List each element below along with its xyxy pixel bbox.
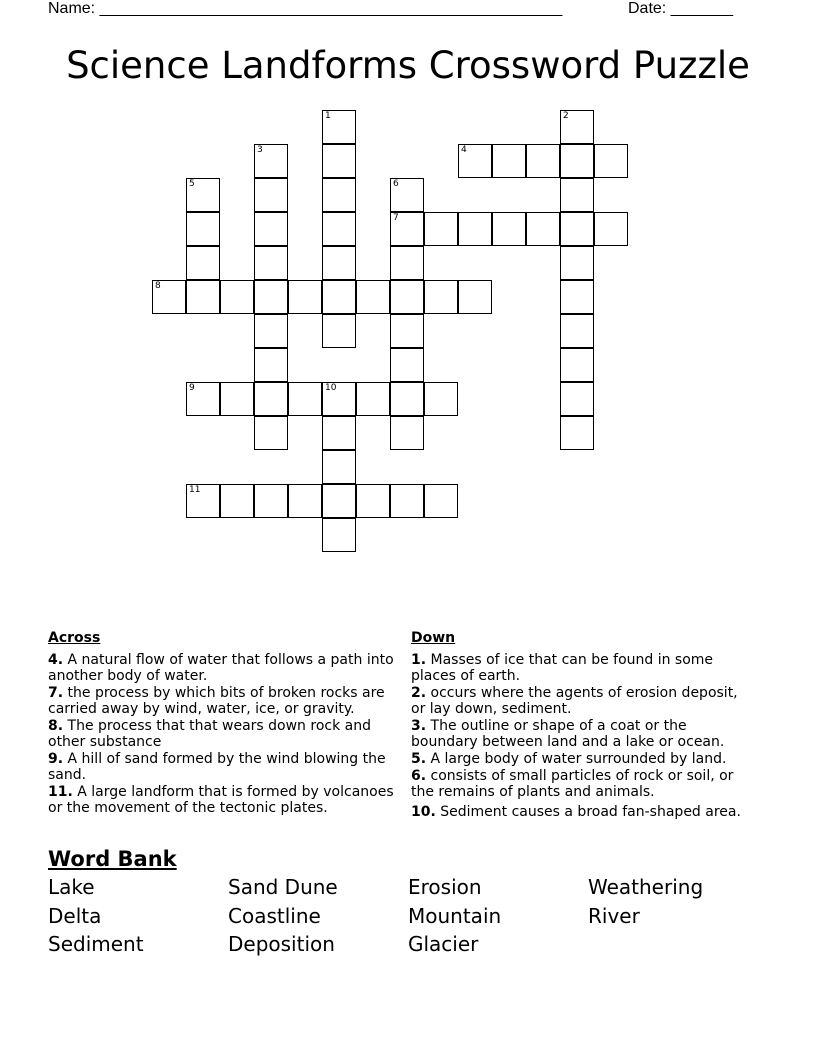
word-bank-item: Coastline xyxy=(228,903,321,928)
crossword-cell[interactable] xyxy=(560,110,594,144)
crossword-cell[interactable] xyxy=(390,246,424,280)
crossword-cell[interactable] xyxy=(424,212,458,246)
crossword-cell[interactable] xyxy=(322,484,356,518)
crossword-cell[interactable] xyxy=(322,144,356,178)
crossword-cell[interactable] xyxy=(458,212,492,246)
clue-number: 2 xyxy=(563,111,569,121)
clue-down-1: 1. Masses of ice that can be found in some places of earth. xyxy=(411,652,714,684)
crossword-cell[interactable] xyxy=(322,382,356,416)
word-bank-item: Deposition xyxy=(228,932,335,956)
crossword-cell[interactable] xyxy=(322,212,356,246)
down-heading: Down xyxy=(411,630,456,646)
crossword-cell[interactable] xyxy=(254,212,288,246)
crossword-cell[interactable] xyxy=(458,144,492,178)
crossword-cell[interactable] xyxy=(560,348,594,382)
crossword-cell[interactable] xyxy=(560,314,594,348)
crossword-cell[interactable] xyxy=(322,450,356,484)
crossword-cell[interactable] xyxy=(152,280,186,314)
clue-number: 1 xyxy=(325,111,331,121)
crossword-cell[interactable] xyxy=(356,382,390,416)
clue-number: 11 xyxy=(189,485,201,495)
crossword-cell[interactable] xyxy=(322,246,356,280)
crossword-cell[interactable] xyxy=(322,110,356,144)
crossword-cell[interactable] xyxy=(560,382,594,416)
crossword-cell[interactable] xyxy=(254,178,288,212)
clue-down-10: 10. Sediment causes a broad fan-shaped area. xyxy=(411,804,741,820)
crossword-cell[interactable] xyxy=(526,144,560,178)
name-line: Name: ____________________________________________________ xyxy=(48,0,563,17)
crossword-cell[interactable] xyxy=(288,484,322,518)
word-bank-item: Delta xyxy=(48,903,102,928)
crossword-cell[interactable] xyxy=(288,280,322,314)
crossword-cell[interactable] xyxy=(186,484,220,518)
crossword-cell[interactable] xyxy=(254,382,288,416)
crossword-cell[interactable] xyxy=(560,144,594,178)
word-bank-item: Mountain xyxy=(408,903,502,928)
clue-across-9: 9. A hill of sand formed by the wind blowing the sand. xyxy=(48,751,386,783)
crossword-cell[interactable] xyxy=(560,178,594,212)
clue-number: 9 xyxy=(189,383,195,393)
clue-number: 3 xyxy=(257,145,263,155)
word-bank-item: Erosion xyxy=(408,875,482,899)
crossword-cell[interactable] xyxy=(594,212,628,246)
clue-down-5: 5. A large body of water surrounded by land. xyxy=(411,751,727,767)
crossword-cell[interactable] xyxy=(254,246,288,280)
clue-down-6: 6. consists of small particles of rock or soil, or the remains of plants and animals. xyxy=(411,768,734,800)
crossword-cell[interactable] xyxy=(390,484,424,518)
crossword-cell[interactable] xyxy=(288,382,322,416)
crossword-cell[interactable] xyxy=(322,280,356,314)
word-bank-item: Lake xyxy=(48,875,95,899)
crossword-cell[interactable] xyxy=(356,280,390,314)
word-bank-item: River xyxy=(588,903,640,928)
crossword-cell[interactable] xyxy=(560,212,594,246)
crossword-cell[interactable] xyxy=(186,382,220,416)
crossword-cell[interactable] xyxy=(254,416,288,450)
down-clues xyxy=(411,628,756,821)
crossword-cell[interactable] xyxy=(560,246,594,280)
crossword-cell[interactable] xyxy=(390,280,424,314)
crossword-cell[interactable] xyxy=(254,280,288,314)
clue-down-3: 3. The outline or shape of a coat or the boundary between land and a lake or ocean. xyxy=(411,718,725,750)
crossword-cell[interactable] xyxy=(424,280,458,314)
clue-number: 8 xyxy=(155,281,161,291)
crossword-cell[interactable] xyxy=(220,484,254,518)
word-bank-item: Sand Dune xyxy=(228,875,338,899)
crossword-cell[interactable] xyxy=(220,382,254,416)
across-heading: Across xyxy=(48,630,101,646)
crossword-cell[interactable] xyxy=(390,212,424,246)
crossword-cell[interactable] xyxy=(254,484,288,518)
crossword-cell[interactable] xyxy=(526,212,560,246)
crossword-cell[interactable] xyxy=(254,144,288,178)
date-line: Date: _______ xyxy=(628,0,733,17)
crossword-cell[interactable] xyxy=(254,314,288,348)
word-bank-item: Glacier xyxy=(408,932,479,956)
crossword-cell[interactable] xyxy=(186,178,220,212)
crossword-cell[interactable] xyxy=(186,280,220,314)
word-bank-list xyxy=(48,873,768,959)
across-clues xyxy=(48,628,403,817)
crossword-cell[interactable] xyxy=(390,348,424,382)
crossword-cell[interactable] xyxy=(186,212,220,246)
crossword-cell[interactable] xyxy=(424,484,458,518)
crossword-cell[interactable] xyxy=(322,178,356,212)
crossword-cell[interactable] xyxy=(390,178,424,212)
crossword-cell[interactable] xyxy=(322,314,356,348)
word-bank-heading: Word Bank xyxy=(48,847,177,871)
crossword-cell[interactable] xyxy=(220,280,254,314)
clue-down-2: 2. occurs where the agents of erosion deposit, or lay down, sediment. xyxy=(411,685,738,717)
clue-number: 10 xyxy=(325,383,337,393)
word-bank-item: Sediment xyxy=(48,932,144,956)
clue-across-8: 8. The process that that wears down rock and other substance xyxy=(48,718,371,750)
crossword-cell[interactable] xyxy=(424,382,458,416)
crossword-cell[interactable] xyxy=(390,416,424,450)
clue-number: 4 xyxy=(461,145,467,155)
clue-number: 6 xyxy=(393,179,399,189)
crossword-cell[interactable] xyxy=(254,348,288,382)
crossword-cell[interactable] xyxy=(322,416,356,450)
crossword-cell[interactable] xyxy=(390,314,424,348)
crossword-cell[interactable] xyxy=(186,246,220,280)
clue-across-7: 7. the process by which bits of broken rocks are carried away by wind, water, ice, or gravity. xyxy=(48,685,385,717)
crossword-cell[interactable] xyxy=(492,144,526,178)
crossword-cell[interactable] xyxy=(458,280,492,314)
clue-across-4: 4. A natural flow of water that follows a path into another body of water. xyxy=(48,652,394,684)
word-bank-item: Weathering xyxy=(588,875,704,899)
crossword-cell[interactable] xyxy=(594,144,628,178)
crossword-cell[interactable] xyxy=(492,212,526,246)
clue-number: 7 xyxy=(393,213,399,223)
crossword-cell[interactable] xyxy=(322,518,356,552)
clue-number: 5 xyxy=(189,179,195,189)
word-bank xyxy=(48,845,768,959)
crossword-cell[interactable] xyxy=(560,416,594,450)
crossword-cell[interactable] xyxy=(356,484,390,518)
crossword-cell[interactable] xyxy=(560,280,594,314)
page-title: Science Landforms Crossword Puzzle xyxy=(66,44,750,87)
crossword-cell[interactable] xyxy=(390,382,424,416)
clue-across-11: 11. A large landform that is formed by volcanoes or the movement of the tectonic plates. xyxy=(48,784,394,816)
